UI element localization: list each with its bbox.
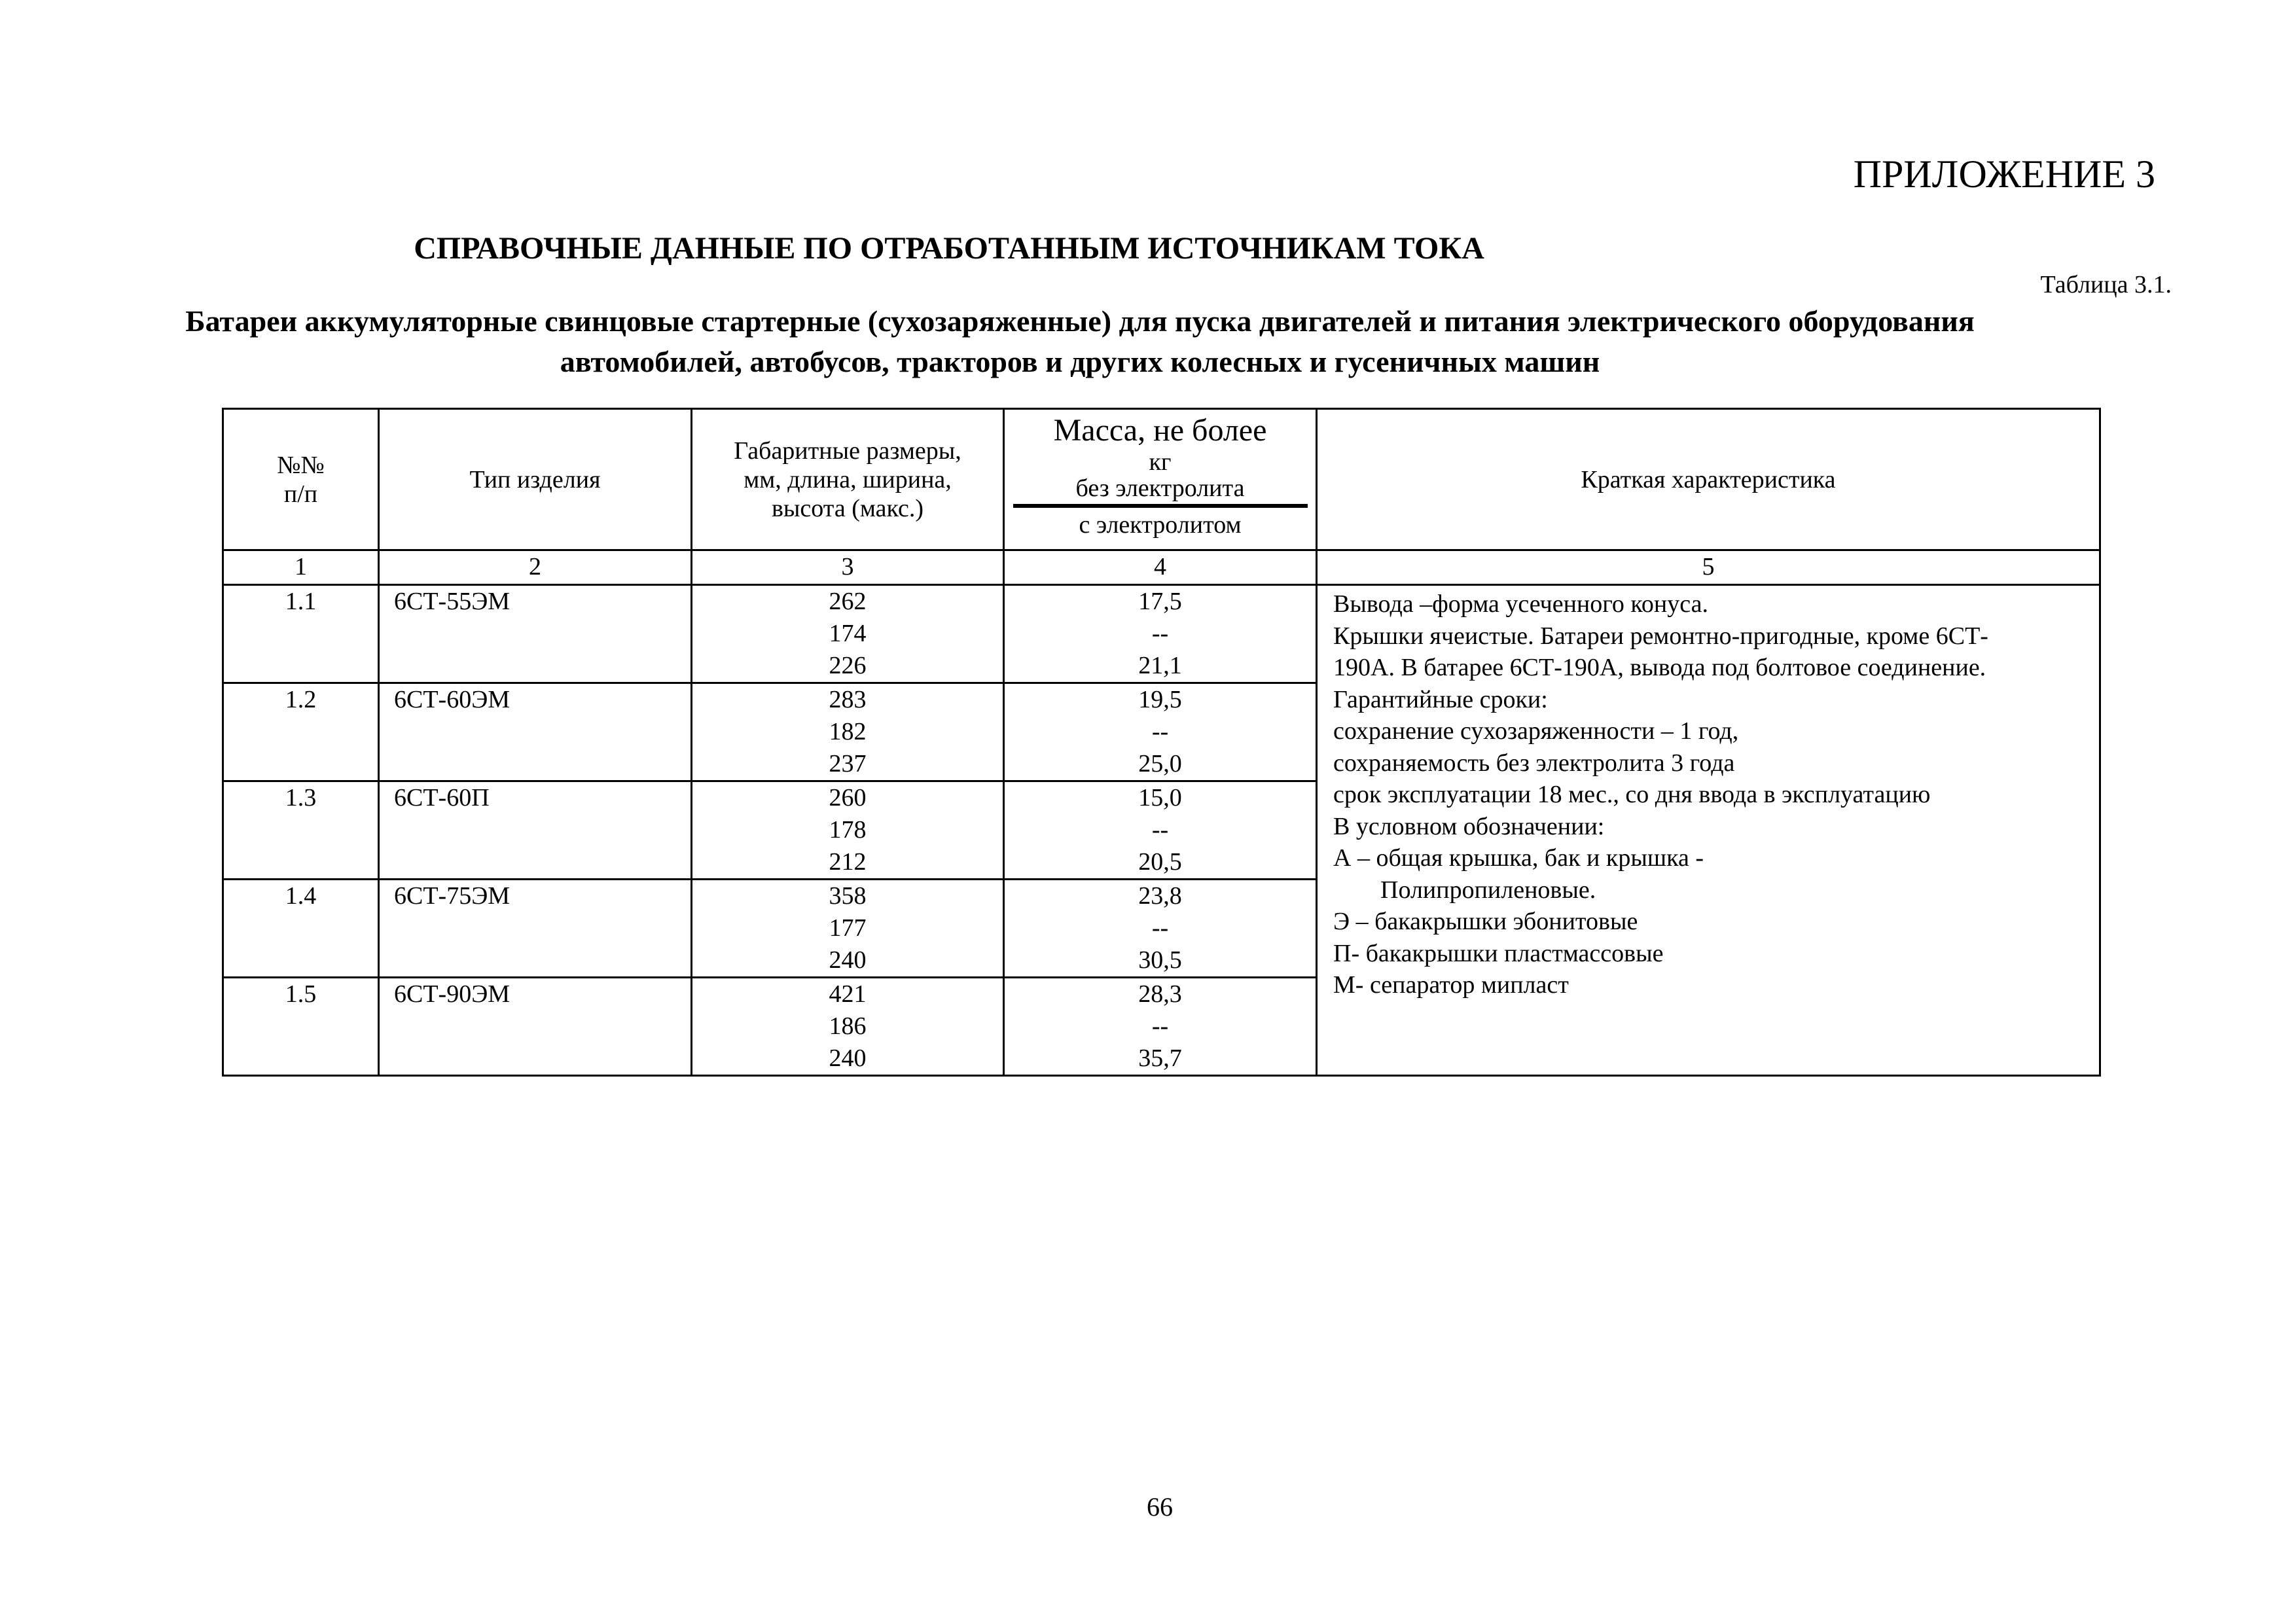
table-row [223,585,2100,683]
table-subtitle [164,301,1996,382]
header-index [223,409,379,550]
mass-separator: -- [1151,620,1169,647]
row-dimensions [692,880,1004,978]
page-number: 66 [1147,1492,1173,1522]
dim-width: 186 [829,1012,867,1040]
mass-with: 20,5 [1138,848,1182,876]
column-number: 4 [1004,550,1317,585]
row-index: 1.2 [223,683,379,781]
row-index: 1.5 [223,978,379,1076]
row-dimensions [692,781,1004,880]
row-index: 1.3 [223,781,379,880]
dim-length: 260 [829,784,867,812]
mass-without: 15,0 [1138,784,1182,812]
header-mass [1004,409,1317,550]
header-description-text: Краткая характеристика [1581,465,1836,493]
row-type: 6СТ-60ЭМ [379,683,692,781]
description-line: срок эксплуатации 18 мес., со дня ввода в эксплуатацию [1333,781,1931,808]
description-line: Крышки ячеистые. Батареи ремонтно-пригодные, кроме 6СТ- [1333,622,1988,650]
description-line: сохраняемость без электролита 3 года [1333,749,1735,777]
row-mass [1004,978,1317,1076]
header-type-text: Тип изделия [469,465,601,493]
row-dimensions [692,683,1004,781]
row-mass [1004,781,1317,880]
mass-without: 17,5 [1138,588,1182,615]
description-line: Э – бакакрышки эбонитовые [1333,908,1638,935]
description-line: А – общая крышка, бак и крышка - [1333,844,1704,872]
mass-with: 21,1 [1138,652,1182,679]
row-mass [1004,585,1317,683]
column-number: 5 [1317,550,2100,585]
header-mass-with: с электролитом [1079,511,1242,539]
description-line: Полипропиленовые. [1380,876,1596,904]
mass-with: 30,5 [1138,946,1182,974]
subtitle-line-2: автомобилей, автобусов, тракторов и других колесных и гусеничных машин [560,345,1600,378]
column-number: 1 [223,550,379,585]
row-dimensions [692,585,1004,683]
header-description [1317,409,2100,550]
mass-without: 23,8 [1138,882,1182,910]
header-mass-title: Масса, не более [1053,413,1267,448]
column-number: 2 [379,550,692,585]
column-number: 3 [692,550,1004,585]
header-index-text: №№ п/п [277,451,325,508]
dim-width: 178 [829,816,867,844]
mass-without: 28,3 [1138,980,1182,1008]
mass-separator: -- [1151,914,1169,942]
header-dimensions [692,409,1004,550]
dim-length: 262 [829,588,867,615]
description-line: В условном обозначении: [1333,812,1605,840]
description-line: П- бакакрышки пластмассовые [1333,939,1664,967]
row-index: 1.1 [223,585,379,683]
row-type: 6СТ-90ЭМ [379,978,692,1076]
mass-separator: -- [1151,718,1169,745]
mass-with: 35,7 [1138,1044,1182,1072]
mass-with: 25,0 [1138,750,1182,777]
mass-without: 19,5 [1138,686,1182,713]
header-mass-unit: кг [1149,448,1172,476]
table-number: Таблица 3.1. [2040,271,2172,298]
header-type [379,409,692,550]
dim-height: 240 [829,946,867,974]
dim-length: 358 [829,882,867,910]
dim-width: 177 [829,914,867,942]
row-type: 6СТ-55ЭМ [379,585,692,683]
description-line: Гарантийные сроки: [1333,685,1548,713]
description-line: Вывода –форма усеченного конуса. [1333,590,1708,618]
dim-length: 421 [829,980,867,1008]
mass-separator: -- [1151,1012,1169,1040]
subtitle-line-1: Батареи аккумуляторные свинцовые стартерные (сухозаряженные) для пуска двигателей и питания электрического оборудования [185,304,1975,338]
description-cell [1317,585,2100,1076]
page-title: СПРАВОЧНЫЕ ДАННЫЕ ПО ОТРАБОТАННЫМ ИСТОЧНИКАМ ТОКА [414,231,1484,266]
header-dimensions-text: Габаритные размеры, мм, длина, ширина, высота (макс.) [734,437,961,522]
row-type: 6СТ-75ЭМ [379,880,692,978]
dim-width: 182 [829,718,867,745]
dim-height: 237 [829,750,867,777]
battery-table [222,408,2101,1077]
dim-width: 174 [829,620,867,647]
mass-separator: -- [1151,816,1169,844]
description-line: сохранение сухозаряженности – 1 год, [1333,717,1739,745]
row-dimensions [692,978,1004,1076]
row-mass [1004,683,1317,781]
row-mass [1004,880,1317,978]
table-header-row [223,409,2100,550]
description-line: 190А. В батарее 6СТ-190А, вывода под болтовое соединение. [1333,654,1986,681]
dim-height: 212 [829,848,867,876]
dim-height: 226 [829,652,867,679]
row-index: 1.4 [223,880,379,978]
header-mass-without: без электролита [1075,474,1245,502]
column-numbers-row [223,550,2100,585]
dim-length: 283 [829,686,867,713]
appendix-label: ПРИЛОЖЕНИЕ 3 [1853,152,2155,196]
fraction-line [1013,504,1308,508]
description-line: М- сепаратор мипласт [1333,971,1569,999]
row-type: 6СТ-60П [379,781,692,880]
dim-height: 240 [829,1044,867,1072]
